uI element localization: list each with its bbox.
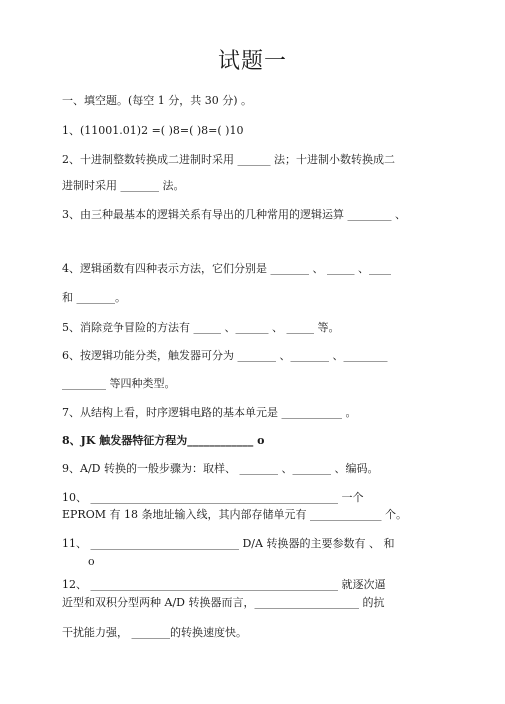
question-12-line: 12、 _____________________________________________ 就逐次逼 [62, 578, 386, 591]
question-2-line-cont: 进制时采用 _______ 法。 [62, 179, 185, 192]
question-4-line: 4、逻辑函数有四种表示方法，它们分别是 _______ 、 _____ 、____ [62, 262, 391, 275]
question-10-line: 10、 _____________________________________________ 一个 [62, 491, 364, 504]
question-11-line-cont: o [88, 555, 95, 568]
page-title: 试题一 [217, 49, 287, 74]
question-1-line: 1、(11001.01)2 =( )8=( )8=( )10 [62, 124, 244, 137]
question-7-line: 7、从结构上看，时序逻辑电路的基本单元是 ___________ 。 [62, 406, 357, 419]
question-12-line-end: 干扰能力强， _______的转换速度快。 [62, 626, 247, 639]
question-5-line: 5、消除竞争冒险的方法有 _____ 、______ 、 _____ 等。 [62, 321, 340, 334]
question-9-line: 9、A/D 转换的一般步骤为：取样、 _______ 、_______ 、编码。 [62, 462, 379, 475]
question-10-line-cont: EPROM 有 18 条地址输入线，其内部存储单元有 _____________ 个。 [62, 508, 407, 521]
question-11-line: 11、 ___________________________ D/A 转换器的主要参数有 、 和 [62, 537, 395, 550]
question-6-line-cont: ________ 等四种类型。 [62, 377, 176, 390]
question-8-line: 8、JK 触发器特征方程为____________ o [62, 434, 265, 447]
question-3-line: 3、由三种最基本的逻辑关系有导出的几种常用的逻辑运算 ________ 、 [62, 208, 406, 221]
question-4-line-cont: 和 _______。 [62, 291, 126, 304]
question-12-line-cont: 近型和双积分型两种 A/D 转换器而言，___________________ 的抗 [62, 596, 385, 609]
question-2-line: 2、十进制整数转换成二进制时采用 ______ 法；十进制小数转换成二 [62, 153, 395, 166]
section-heading: 一、填空题。(每空 1 分，共 30 分) 。 [62, 94, 253, 107]
question-6-line: 6、按逻辑功能分类，触发器可分为 _______ 、_______ 、________ [62, 349, 388, 362]
